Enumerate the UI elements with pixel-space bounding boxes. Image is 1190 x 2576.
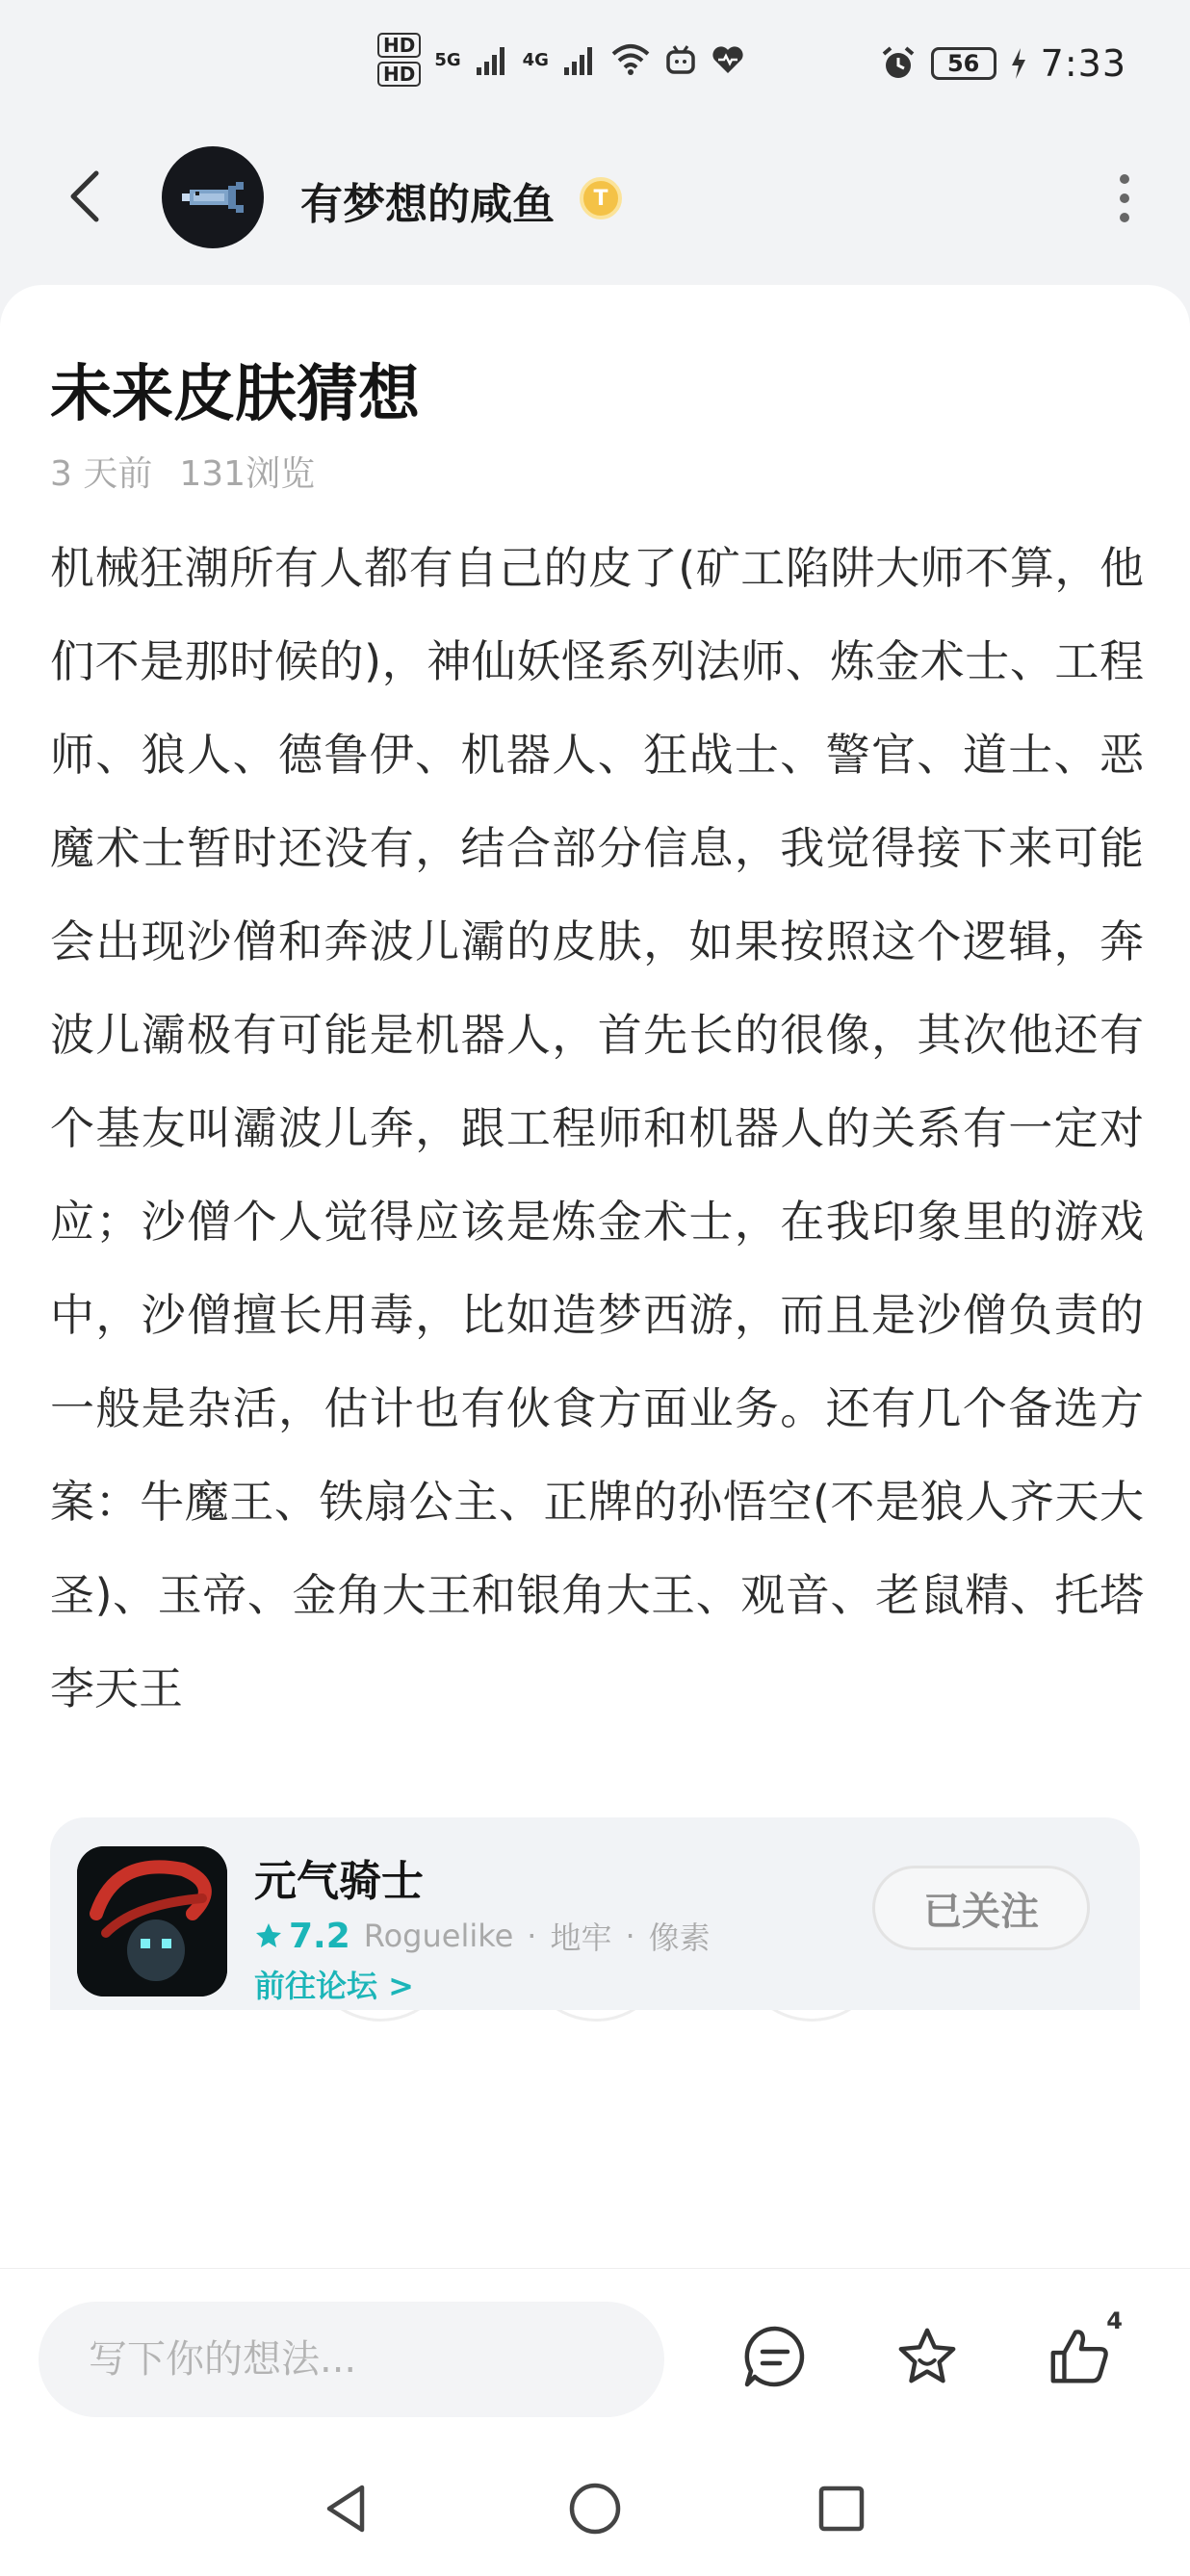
rating-star-icon bbox=[254, 1921, 283, 1950]
avatar[interactable] bbox=[162, 146, 264, 248]
hd-badge-1: HD bbox=[377, 33, 421, 58]
wifi-icon bbox=[610, 42, 651, 77]
post-time: 3 天前 bbox=[50, 454, 153, 494]
more-dot-icon bbox=[1120, 193, 1129, 203]
thumbs-up-icon bbox=[1046, 2323, 1113, 2390]
tag-separator: · bbox=[527, 1918, 537, 1954]
more-options-button[interactable] bbox=[1105, 167, 1144, 229]
square-recents-icon bbox=[813, 2480, 870, 2537]
game-rating bbox=[254, 1917, 350, 1956]
status-right bbox=[879, 42, 1126, 85]
game-tag: Roguelike bbox=[363, 1918, 514, 1954]
network-5g-label: 5G bbox=[434, 49, 461, 70]
post-header bbox=[0, 135, 1190, 260]
game-name[interactable]: 元气骑士 bbox=[254, 1857, 424, 1906]
game-card[interactable] bbox=[50, 1817, 1140, 2010]
game-icon[interactable] bbox=[77, 1846, 227, 1996]
follow-button[interactable]: 已关注 bbox=[872, 1866, 1090, 1950]
battery-indicator: 56 bbox=[931, 47, 996, 80]
network-4g-label: 4G bbox=[522, 49, 549, 70]
bottom-favorite-button[interactable] bbox=[884, 2313, 970, 2400]
circle-home-icon bbox=[566, 2480, 624, 2537]
post-body: 机械狂潮所有人都有自己的皮了(矿工陷阱大师不算，他们不是那时候的)，神仙妖怪系列法师、炼金术士、工程师、狼人、德鲁伊、机器人、狂战士、警官、道士、恶魔术士暂时还没有，结合部分信息，我觉得接下来可能会出现沙僧和奔波儿灞的皮肤，如果按照这个逻辑，奔波儿灞极有可能是机器人，首先长的很像，其次他还有个基友叫灞波儿奔，跟工程师和机器人的关系有一定对应；沙僧个人觉得应该是炼金术士，在我印象里的游戏中，沙僧擅长用毒，比如造梦西游，而且是沙僧负责的一般是杂活，估计也有伙食方面业务。还有几个备选方案：牛魔王、铁扇公主、正牌的孙悟空(不是狼人齐天大圣)、玉帝、金角大王和银角大王、观音、老鼠精、托塔李天王 bbox=[50, 542, 1144, 1714]
nav-home-button[interactable] bbox=[556, 2470, 634, 2547]
status-left bbox=[377, 33, 745, 87]
bottom-like-button[interactable] bbox=[1036, 2307, 1123, 2400]
more-dot-icon bbox=[1120, 174, 1129, 184]
post-title: 未来皮肤猜想 bbox=[50, 359, 420, 430]
signal-5g-icon bbox=[475, 42, 509, 77]
game-tag: 像素 bbox=[648, 1919, 711, 1956]
triangle-back-icon bbox=[318, 2480, 375, 2537]
user-badge: T bbox=[580, 177, 622, 219]
username[interactable]: 有梦想的咸鱼 bbox=[300, 180, 555, 229]
forum-link[interactable]: 前往论坛 > bbox=[254, 1968, 414, 2004]
comment-input[interactable] bbox=[39, 2302, 664, 2417]
tv-app-icon bbox=[664, 43, 697, 76]
hd-badge-2: HD bbox=[377, 62, 421, 87]
comment-bar bbox=[0, 2268, 1190, 2441]
alarm-icon bbox=[879, 44, 918, 83]
comments-button[interactable] bbox=[732, 2313, 818, 2400]
hd-indicators bbox=[377, 33, 421, 87]
clock: 7:33 bbox=[1040, 42, 1126, 85]
back-button[interactable] bbox=[56, 167, 114, 225]
comment-icon bbox=[741, 2323, 809, 2390]
tag-separator: · bbox=[625, 1918, 635, 1954]
game-tag: 地牢 bbox=[550, 1919, 612, 1956]
system-nav-bar bbox=[0, 2441, 1190, 2576]
signal-4g-icon bbox=[562, 42, 597, 77]
game-meta bbox=[254, 1914, 711, 1958]
soul-knight-logo-icon bbox=[77, 1846, 227, 1996]
rating-value: 7.2 bbox=[289, 1916, 350, 1956]
health-heart-icon bbox=[711, 43, 745, 76]
more-dot-icon bbox=[1120, 213, 1129, 222]
nav-back-button[interactable] bbox=[308, 2470, 385, 2547]
post-meta bbox=[50, 447, 315, 496]
bottom-like-count: 4 bbox=[1106, 2307, 1123, 2334]
star-icon bbox=[893, 2323, 961, 2390]
chevron-left-icon bbox=[67, 169, 102, 223]
post-views: 131浏览 bbox=[179, 454, 316, 494]
status-bar bbox=[0, 0, 1190, 125]
charging-icon bbox=[1010, 46, 1027, 81]
nav-recents-button[interactable] bbox=[803, 2470, 880, 2547]
fish-avatar-icon bbox=[174, 178, 251, 217]
